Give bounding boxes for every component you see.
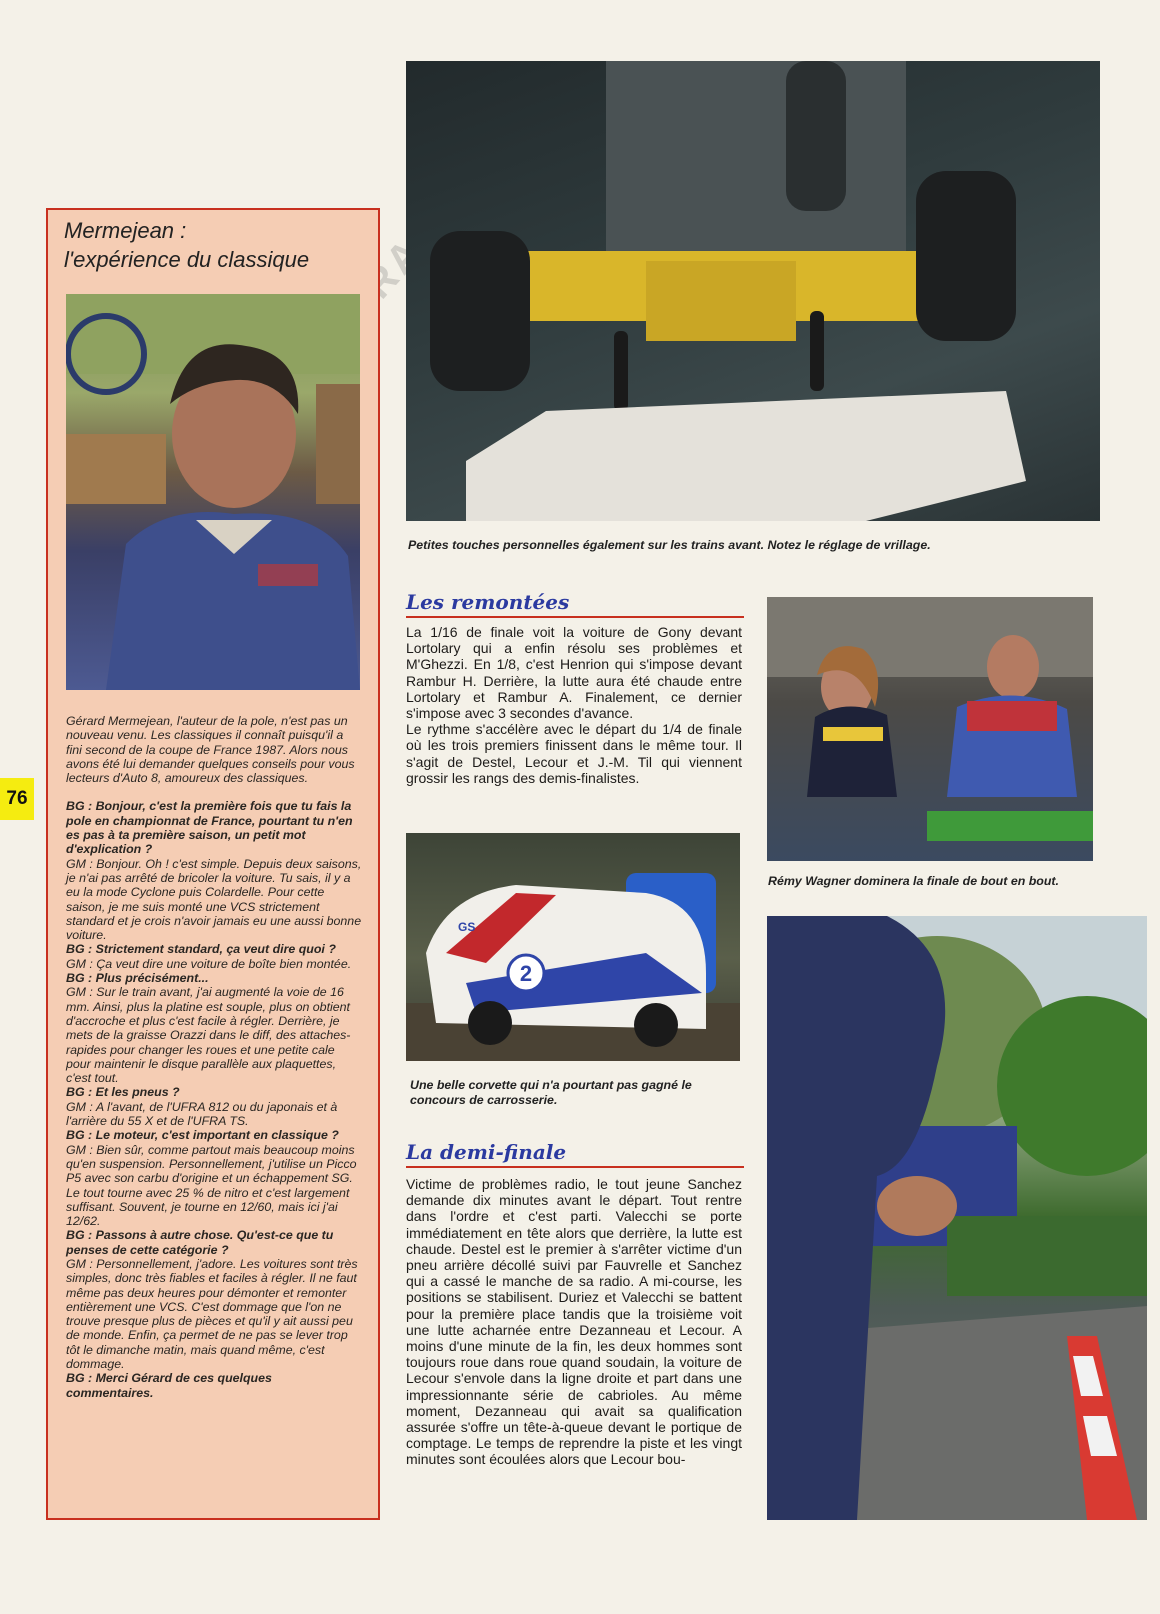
section-heading-demi-finale: La demi-finale xyxy=(406,1140,744,1168)
corvette-photo xyxy=(406,833,740,1061)
question-3: BG : Plus précisément... xyxy=(66,971,209,986)
corvette-livery-text: GS xyxy=(458,920,476,934)
chassis-illustration xyxy=(406,61,1100,521)
question-6: BG : Passons à autre chose. Qu'est-ce que tu penses de cette catégorie ? xyxy=(66,1228,334,1257)
sidebar-title-line1: Mermejean : xyxy=(64,218,187,243)
interview-intro: Gérard Mermejean, l'auteur de la pole, n'est pas un nouveau venu. Les classiques il connaît puisqu'il a fini second de la coupe de France 1987. Alors nous avons été lui demander quelques conseils pour vous lecteurs d'Auto 8, amoureux des classiques. xyxy=(66,714,355,786)
interview-closing: BG : Merci Gérard de ces quelques commentaires. xyxy=(66,1371,272,1400)
wagner-pit-photo xyxy=(767,597,1093,861)
answer-6: GM : Personnellement, j'adore. Les voitures sont très simples, donc très fiables et faciles à régler. Il ne faut même pas deux heures pour démonter et remonter entièrement une VCS. C'est dommage que l'on ne trouve presque plus de pièces et qu'il y ait aussi peu de monde. Enfin, ça permet de ne pas se lever trop tôt le dimanche matin, mais quand même, c'est dommage. xyxy=(66,1256,358,1372)
demi-finale-body xyxy=(406,1176,742,1468)
corvette-photo-caption: Une belle corvette qui n'a pourtant pas gagné le concours de carrosserie. xyxy=(410,1078,692,1107)
track-illustration xyxy=(767,916,1147,1520)
remontees-paragraph-2: Le rythme s'accélère avec le départ du 1/4 de finale où les trois premiers finissent dans le même tour. Il s'agit de Destel, Lecour et J.-M. Til qui viennent grossir les rangs des demis-finalistes. xyxy=(406,721,742,786)
race-track-photo xyxy=(767,916,1147,1520)
page-number: 76 xyxy=(0,778,34,820)
answer-4: GM : A l'avant, de l'UFRA 812 ou du japonais et à l'arrière du 55 X et de l'UFRA TS. xyxy=(66,1099,338,1129)
chassis-front-photo xyxy=(406,61,1100,521)
answer-3: GM : Sur le train avant, j'ai augmenté la voie de 16 mm. Ainsi, plus la platine est souple, plus on obtient d'accroche et plus c'est facile à régler. Derrière, je mets de la graisse Orazzi dans le diff, des attaches-rapides pour changer les roues et une petite cale pour maintenir le disque parallèle aux plaquettes, c'est tout. xyxy=(66,985,351,1086)
mermejean-portrait-photo xyxy=(66,294,360,690)
remontees-paragraph-1: La 1/16 de finale voit la voiture de Gony devant Lortolary qui a enfin résolu ses problèmes et M'Ghezzi. En 1/8, c'est Henrion qui s'impose devant Rambur H. Derrière, la lutte aura été chaude entre Lortolary et Rambur A. Finalement, ce dernier s'impose avec 3 secondes d'avance. xyxy=(406,624,742,722)
wagner-illustration xyxy=(767,597,1093,861)
question-1: BG : Bonjour, c'est la première fois que tu fais la pole en championnat de France, pourtant tu n'en es pas à ta première saison, un petit mot d'explication ? xyxy=(66,799,353,857)
corvette-race-number: 2 xyxy=(519,961,533,986)
answer-2: GM : Ça veut dire une voiture de boîte bien montée. xyxy=(66,956,352,971)
question-2: BG : Strictement standard, ça veut dire quoi ? xyxy=(66,942,336,957)
portrait-illustration xyxy=(66,294,360,690)
corvette-illustration xyxy=(406,833,740,1061)
demi-finale-paragraph-1: Victime de problèmes radio, le tout jeune Sanchez demande dix minutes avant le départ. Tout rentre dans l'ordre et c'est parti. Valecchi se porte immédiatement en tête alors que derrière, la lutte est chaude. Destel est le premier à s'arrêter victime d'un pneu arrière décollé suivi par Fauvrelle et Sanchez qui a cassé le manche de sa radio. A mi-course, les positions se stabilisent. Duriez et Valecchi se battent pour la première place tandis que la troisième voit une lutte acharnée entre Dezanneau et Lecour. A moins d'une minute de la fin, les deux hommes sont toujours roue dans roue quand soudain, la voiture de Lecour s'envole dans la ligne droite et part dans une impressionnante série de cabrioles. Au même moment, Dezanneau qui avait sa qualification assurée s'offre un tête-à-queue devant le portique de comptage. Le temps de reprendre la piste et les vingt minutes sont écoulées alors que Lecour bou- xyxy=(406,1176,742,1468)
chassis-photo-caption: Petites touches personnelles également sur les trains avant. Notez le réglage de vrillage. xyxy=(408,538,931,552)
question-4: BG : Et les pneus ? xyxy=(66,1085,180,1100)
remontees-body xyxy=(406,624,742,786)
section-heading-remontees: Les remontées xyxy=(406,590,744,618)
sidebar-title xyxy=(64,216,364,274)
answer-1: GM : Bonjour. Oh ! c'est simple. Depuis deux saisons, je n'ai pas arrêté de bricoler la voiture. Tu sais, il y a eu la mode Cyclone puis Colardelle. Pour cette saison, je me suis monté une VCS strictement standard et je crois n'avoir jamais eu une aussi bonne voiture. xyxy=(66,856,362,943)
sidebar-title-line2: l'expérience du classique xyxy=(64,247,310,272)
question-5: BG : Le moteur, c'est important en classique ? xyxy=(66,1128,339,1143)
interview-sidebar xyxy=(46,208,380,1520)
wagner-photo-caption: Rémy Wagner dominera la finale de bout en bout. xyxy=(768,874,1059,888)
interview-text xyxy=(66,714,362,1400)
answer-5: GM : Bien sûr, comme partout mais beaucoup moins qu'en suspension. Personnellement, j'utilise un Picco P5 avec son carbu d'origine et un échappement SG. Le tout tourne avec 25 % de nitro et c'est largement suffisant. Souvent, je tourne en 12/60, mais ici j'ai 12/62. xyxy=(66,1142,357,1229)
